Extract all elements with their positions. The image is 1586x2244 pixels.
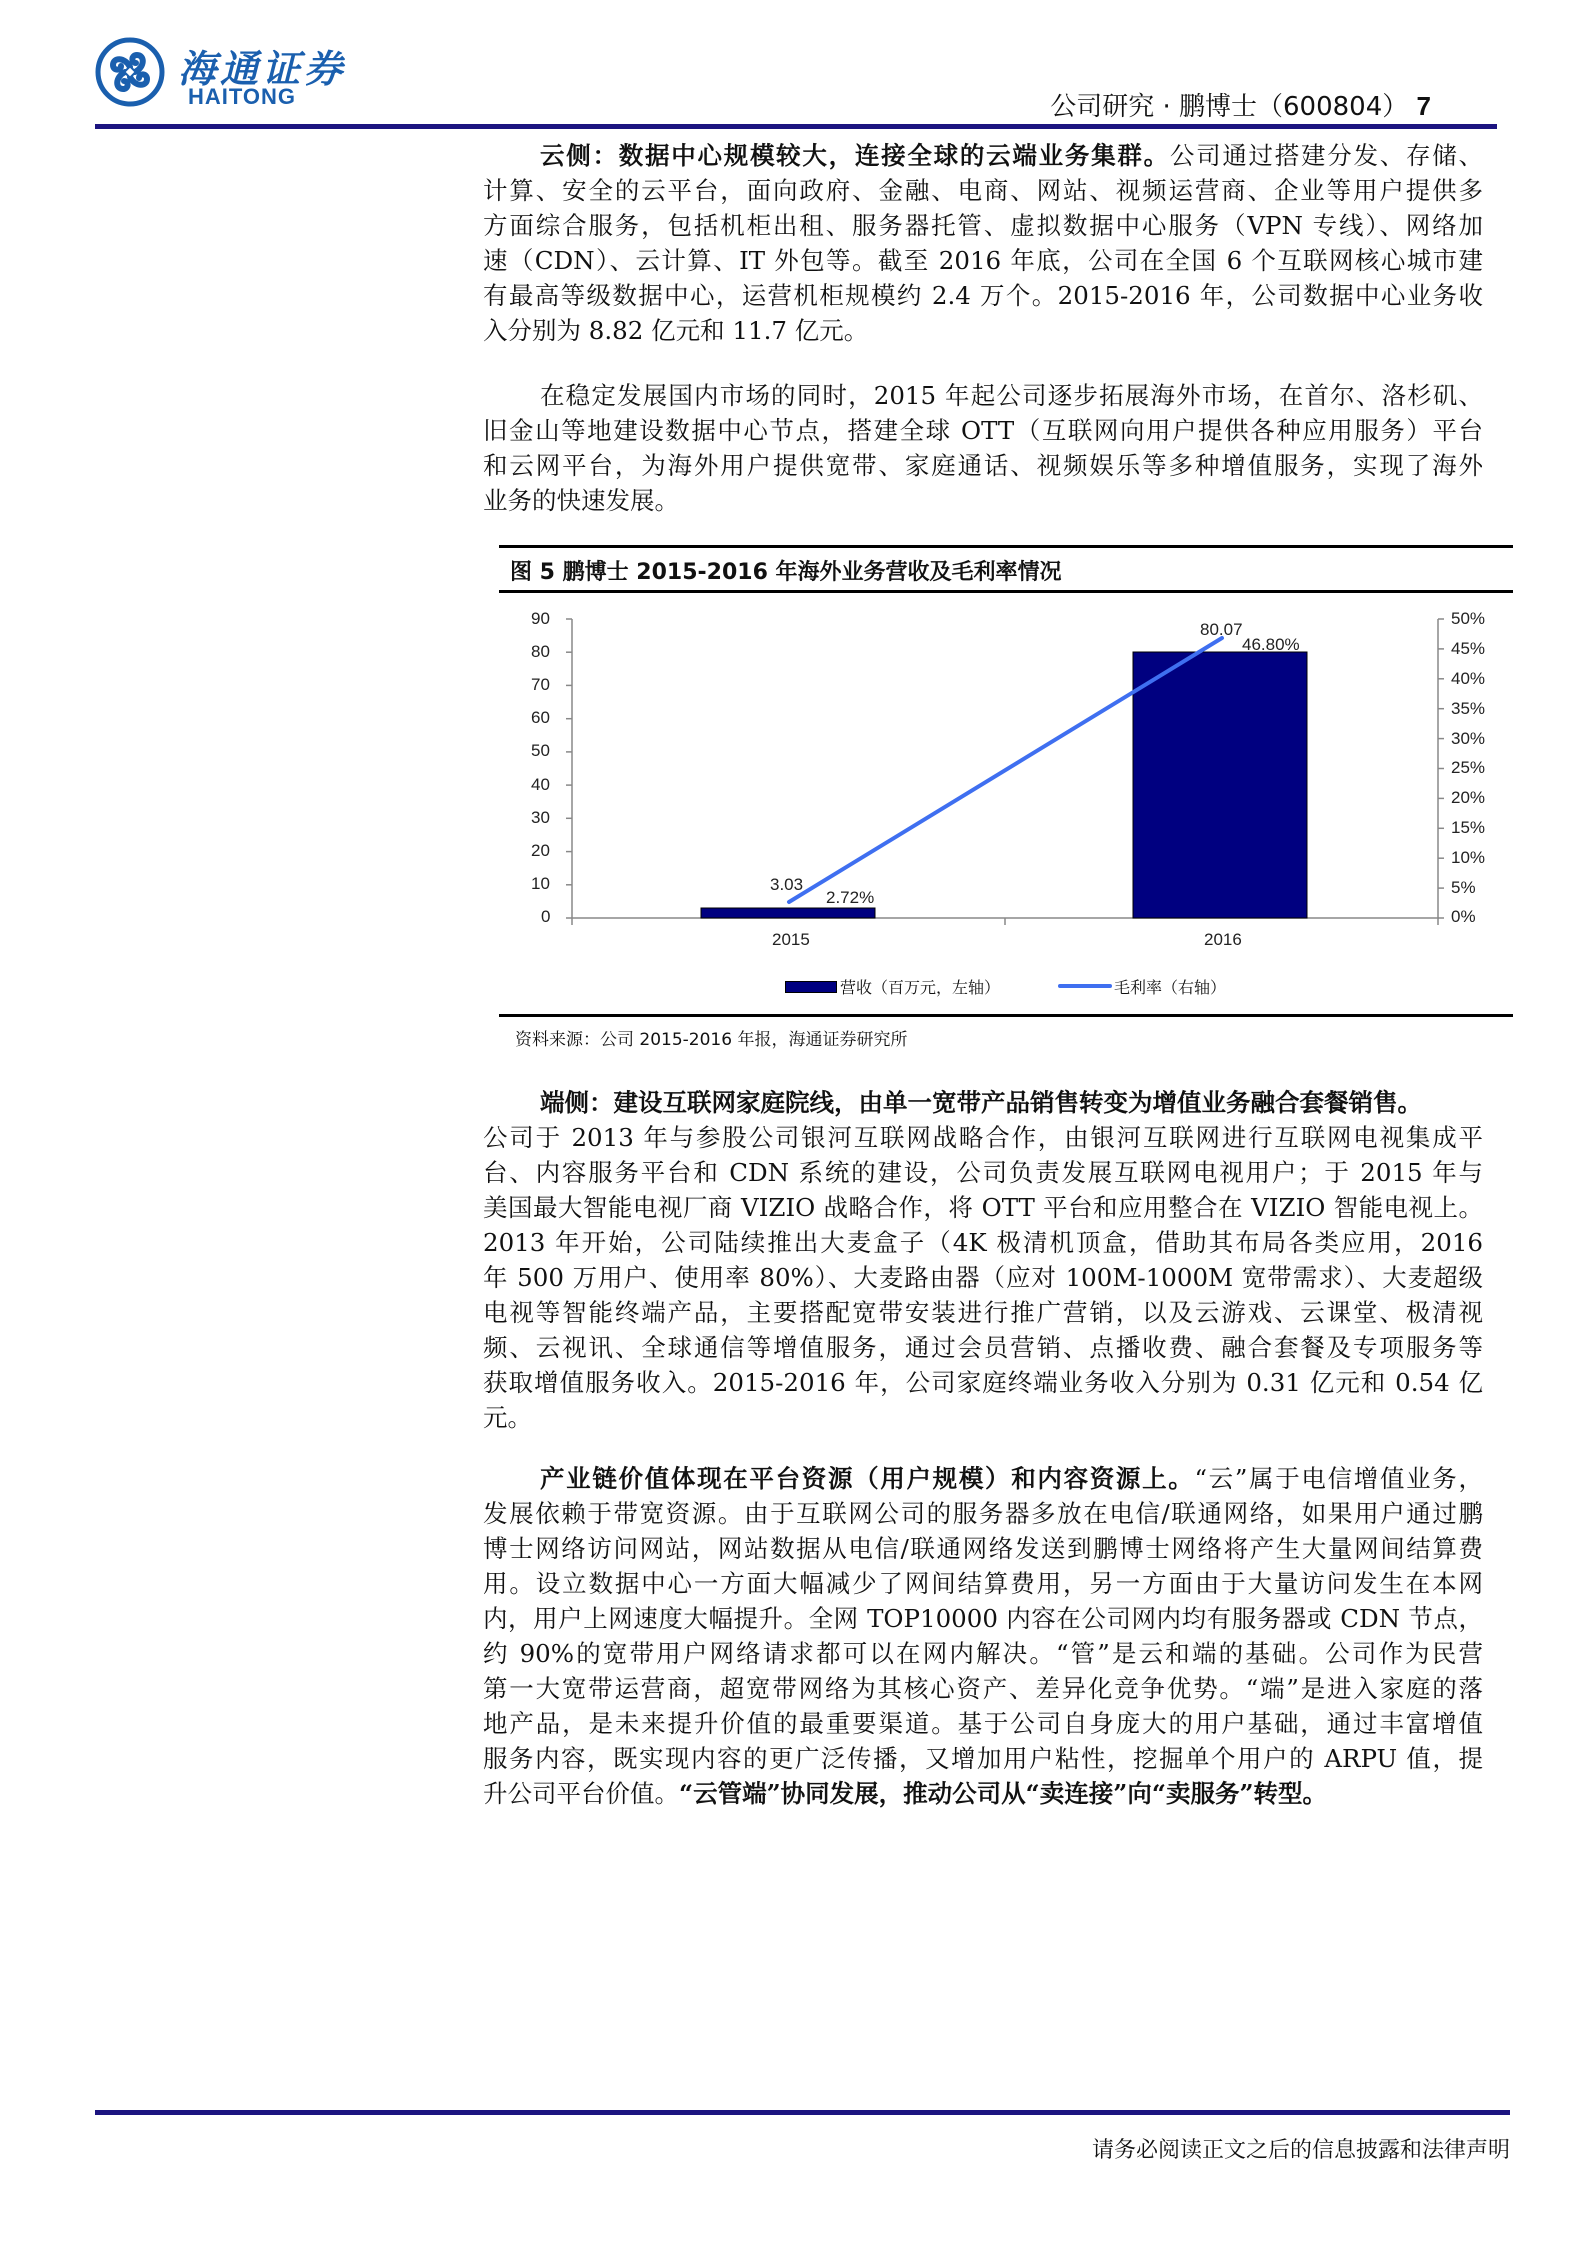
legend-label-margin: 毛利率（右轴） <box>1114 978 1227 997</box>
text-line: 方面综合服务，包括机柜出租、服务器托管、虚拟数据中心服务（VPN 专线）、网络加 <box>483 211 1483 240</box>
text-line: 获取增值服务收入。2015-2016 年，公司家庭终端业务收入分别为 0.31 亿元和 0.54 亿 <box>483 1368 1483 1397</box>
text-line: 入分别为 8.82 亿元和 11.7 亿元。 <box>483 316 869 345</box>
right-tick-label: 50% <box>1451 609 1486 628</box>
logo-english-name: HAITONG <box>188 84 297 109</box>
left-tick-label: 60 <box>531 708 550 727</box>
figure-title-rule <box>499 590 1513 593</box>
text-line: 约 90%的宽带用户网络请求都可以在网内解决。“管”是云和端的基础。公司作为民营 <box>483 1639 1483 1668</box>
left-tick-label: 20 <box>531 841 550 860</box>
text-line: 速（CDN）、云计算、IT 外包等。截至 2016 年底，公司在全国 6 个互联网核心城市建 <box>483 246 1483 275</box>
right-tick-label: 5% <box>1451 878 1476 897</box>
bar-2015 <box>701 908 875 918</box>
text-line: 用。设立数据中心一方面大幅减少了网间结算费用，另一方面由于大量访问发生在本网 <box>483 1569 1483 1598</box>
page-header-title <box>1050 86 1431 123</box>
text-line: 内，用户上网速度大幅提升。全网 TOP10000 内容在公司网内均有服务器或 CDN 节点， <box>483 1604 1483 1633</box>
text-line: 业务的快速发展。 <box>483 486 679 515</box>
right-tick-label: 35% <box>1451 699 1486 718</box>
figure-bottom-rule <box>499 1014 1513 1017</box>
right-tick-label: 25% <box>1451 758 1486 777</box>
text-line: 旧金山等地建设数据中心节点，搭建全球 OTT（互联网向用户提供各种应用服务）平台 <box>483 416 1483 445</box>
footer-disclaimer: 请务必阅读正文之后的信息披露和法律声明 <box>1091 2138 1510 2163</box>
bar-2016 <box>1133 652 1307 918</box>
text-line: 电视等智能终端产品，主要搭配宽带安装进行推广营销，以及云游戏、云课堂、极清视 <box>483 1298 1483 1327</box>
left-tick-label: 10 <box>531 874 550 893</box>
text-line: 云侧：数据中心规模较大，连接全球的云端业务集群。公司通过搭建分发、存储、 <box>540 141 1483 170</box>
logo-chinese-name: 海通证券 <box>178 46 347 91</box>
bar-value-label: 80.07 <box>1200 620 1243 639</box>
footer-divider <box>95 2110 1510 2115</box>
report-title: 公司研究 · 鹏博士（600804） <box>1050 92 1409 122</box>
text-line: 端侧：建设互联网家庭院线，由单一宽带产品销售转变为增值业务融合套餐销售。 <box>540 1088 1422 1117</box>
text-line: 计算、安全的云平台，面向政府、金融、电商、网站、视频运营商、企业等用户提供多 <box>483 176 1483 205</box>
text-line: 台、内容服务平台和 CDN 系统的建设，公司负责发展互联网电视用户；于 2015 年与 <box>483 1158 1483 1187</box>
text-line: 和云网平台，为海外用户提供宽带、家庭通话、视频娱乐等多种增值服务，实现了海外 <box>483 451 1483 480</box>
text-line: 公司于 2013 年与参股公司银河互联网战略合作，由银河互联网进行互联网电视集成平 <box>483 1123 1483 1152</box>
legend-label-revenue: 营收（百万元，左轴） <box>840 978 1001 997</box>
text-line: 在稳定发展国内市场的同时，2015 年起公司逐步拓展海外市场，在首尔、洛杉矶、 <box>540 381 1483 410</box>
right-tick-label: 0% <box>1451 907 1476 926</box>
right-tick-label: 15% <box>1451 818 1486 837</box>
text-line: 频、云视讯、全球通信等增值服务，通过会员营销、点播收费、融合套餐及专项服务等 <box>483 1333 1483 1362</box>
page-number: 7 <box>1416 91 1431 121</box>
category-label: 2015 <box>772 930 810 949</box>
left-tick-label: 70 <box>531 675 550 694</box>
left-tick-label: 90 <box>531 609 550 628</box>
text-line: 服务内容，既实现内容的更广泛传播，又增加用户粘性，挖掘单个用户的 ARPU 值，提 <box>483 1744 1483 1773</box>
figure-source: 资料来源：公司 2015-2016 年报，海通证券研究所 <box>515 1030 908 1050</box>
text-line: 发展依赖于带宽资源。由于互联网公司的服务器多放在电信/联通网络，如果用户通过鹏 <box>483 1499 1483 1528</box>
haitong-logo-icon <box>95 37 165 107</box>
text-line: 元。 <box>483 1403 532 1432</box>
legend-line-swatch <box>1058 984 1112 988</box>
text-line: 第一大宽带运营商，超宽带网络为其核心资产、差异化竞争优势。“端”是进入家庭的落 <box>483 1674 1483 1703</box>
text-line: 地产品，是未来提升价值的最重要渠道。基于公司自身庞大的用户基础，通过丰富增值 <box>483 1709 1483 1738</box>
left-tick-label: 30 <box>531 808 550 827</box>
line-value-label: 46.80% <box>1242 635 1300 654</box>
text-line: 升公司平台价值。“云管端”协同发展，推动公司从“卖连接”向“卖服务”转型。 <box>483 1779 1328 1808</box>
bar-value-label: 3.03 <box>770 875 804 894</box>
left-tick-label: 40 <box>531 775 550 794</box>
figure-top-rule <box>499 545 1513 548</box>
left-tick-label: 50 <box>531 741 550 760</box>
text-line: 有最高等级数据中心，运营机柜规模约 2.4 万个。2015-2016 年，公司数据中心业务收 <box>483 281 1483 310</box>
text-line: 博士网络访问网站，网站数据从电信/联通网络发送到鹏博士网络将产生大量网间结算费 <box>483 1534 1483 1563</box>
right-tick-label: 30% <box>1451 729 1486 748</box>
right-tick-label: 40% <box>1451 669 1486 688</box>
right-tick-label: 20% <box>1451 788 1486 807</box>
category-label: 2016 <box>1204 930 1242 949</box>
right-tick-label: 10% <box>1451 848 1486 867</box>
header-divider <box>95 124 1497 129</box>
left-tick-label: 80 <box>531 642 550 661</box>
text-line: 美国最大智能电视厂商 VIZIO 战略合作，将 OTT 平台和应用整合在 VIZIO 智能电视上。 <box>483 1193 1483 1222</box>
text-line: 产业链价值体现在平台资源（用户规模）和内容资源上。“云”属于电信增值业务， <box>540 1464 1483 1493</box>
line-value-label: 2.72% <box>826 888 875 907</box>
text-line: 2013 年开始，公司陆续推出大麦盒子（4K 极清机顶盒，借助其布局各类应用，2016 <box>483 1228 1483 1257</box>
figure-title: 图 5 鹏博士 2015-2016 年海外业务营收及毛利率情况 <box>510 560 1062 585</box>
legend-bar-swatch <box>785 981 837 993</box>
right-tick-label: 45% <box>1451 639 1486 658</box>
left-tick-label: 0 <box>541 907 551 926</box>
text-line: 年 500 万用户、使用率 80%）、大麦路由器（应对 100M-1000M 宽带需求）、大麦超级 <box>483 1263 1483 1292</box>
combo-chart <box>499 600 1513 1010</box>
